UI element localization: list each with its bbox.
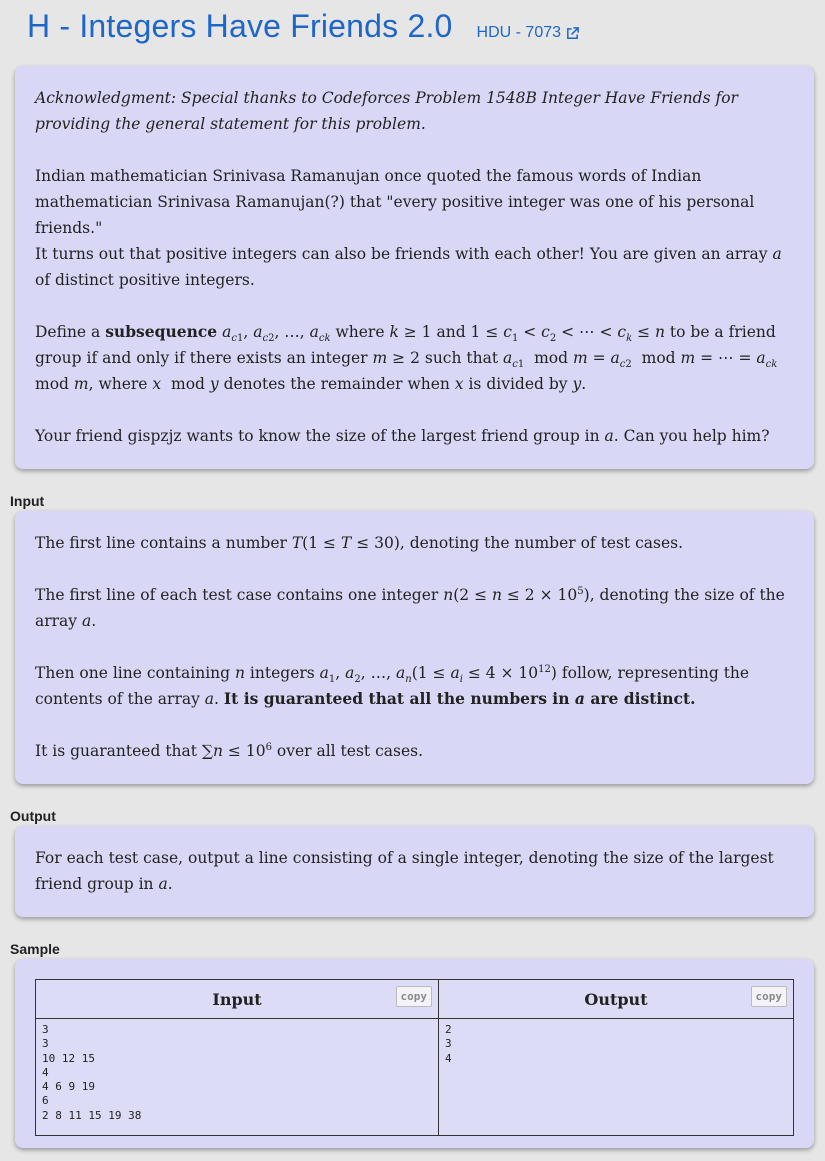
sample-input-header-label: Input	[212, 989, 262, 1009]
source-link-label: HDU - 7073	[476, 24, 562, 41]
sample-output-header	[439, 980, 794, 1019]
external-link-icon	[565, 26, 580, 41]
copy-input-button[interactable]: copy	[396, 986, 433, 1007]
sample-input-header	[36, 980, 439, 1019]
statement-paragraph-1: Indian mathematician Srinivasa Ramanujan once quoted the famous words of Indian mathematician Srinivasa Ramanujan(?) that "every positive integer was one of his personal friends."	[35, 167, 755, 237]
output-section-label: Output	[10, 808, 56, 824]
input-line-3: Then one line containing n integers $a_1$, $a_2$, …, $a_n(1 \le a_i \le 4 \times 10^{12})$ follow, representing the contents of the array a. It is guaranteed that all the numbers in a are distinct.	[35, 663, 750, 708]
input-section-label: Input	[10, 493, 45, 509]
input-line-4: It is guaranteed that $\sum n \le 10^6$ over all test cases.	[35, 741, 424, 760]
sample-output-text[interactable]: 2 3 4	[439, 1019, 794, 1136]
input-line-2: The first line of each test case contains one integer $n(2 \le n \le 2 \times 10^5)$, denoting the size of the array a.	[35, 585, 785, 630]
title-row	[27, 8, 580, 48]
acknowledgment: Acknowledgment: Special thanks to Codeforces Problem 1548B Integer Have Friends for providing the general statement for this problem.	[35, 89, 738, 133]
statement-paragraph-2: It turns out that positive integers can also be friends with each other! You are given an array a of distinct positive integers.	[35, 245, 782, 289]
sample-output-header-label: Output	[584, 989, 648, 1009]
sample-input-text[interactable]: 3 3 10 12 15 4 4 6 9 19 6 2 8 11 15 19 38	[36, 1019, 439, 1136]
statement-paragraph-3: Define a subsequence $a_{c1}$, $a_{c2}$, …, $a_{ck}$ where k ≥ 1 and $1 \le c_1 < c_2$ < ⋯ < $c_k \le n$ to be a friend group if and only if there exists an integer m ≥ 2 such that $a_{c1}$ mod $m = a_{c2}$ mod m = ⋯ = $a_{ck}$ mod m, where x mod y denotes the remainder when x is divided by y.	[35, 322, 778, 393]
input-line-1: The first line contains a number T(1 ≤ T ≤ 30), denoting the number of test cases.	[35, 534, 684, 552]
sample-table	[35, 979, 794, 1136]
sample-section-label: Sample	[10, 941, 60, 957]
sample-card	[15, 959, 814, 1148]
input-card	[15, 511, 814, 784]
statement-paragraph-4: Your friend gispzjz wants to know the size of the largest friend group in a. Can you help him?	[35, 427, 770, 445]
output-text: For each test case, output a line consisting of a single integer, denoting the size of the largest friend group in a.	[35, 849, 774, 893]
problem-title: H - Integers Have Friends 2.0	[27, 8, 453, 44]
copy-output-button[interactable]: copy	[751, 986, 788, 1007]
statement-card	[15, 66, 814, 469]
output-card	[15, 826, 814, 917]
source-link[interactable]	[477, 24, 580, 42]
